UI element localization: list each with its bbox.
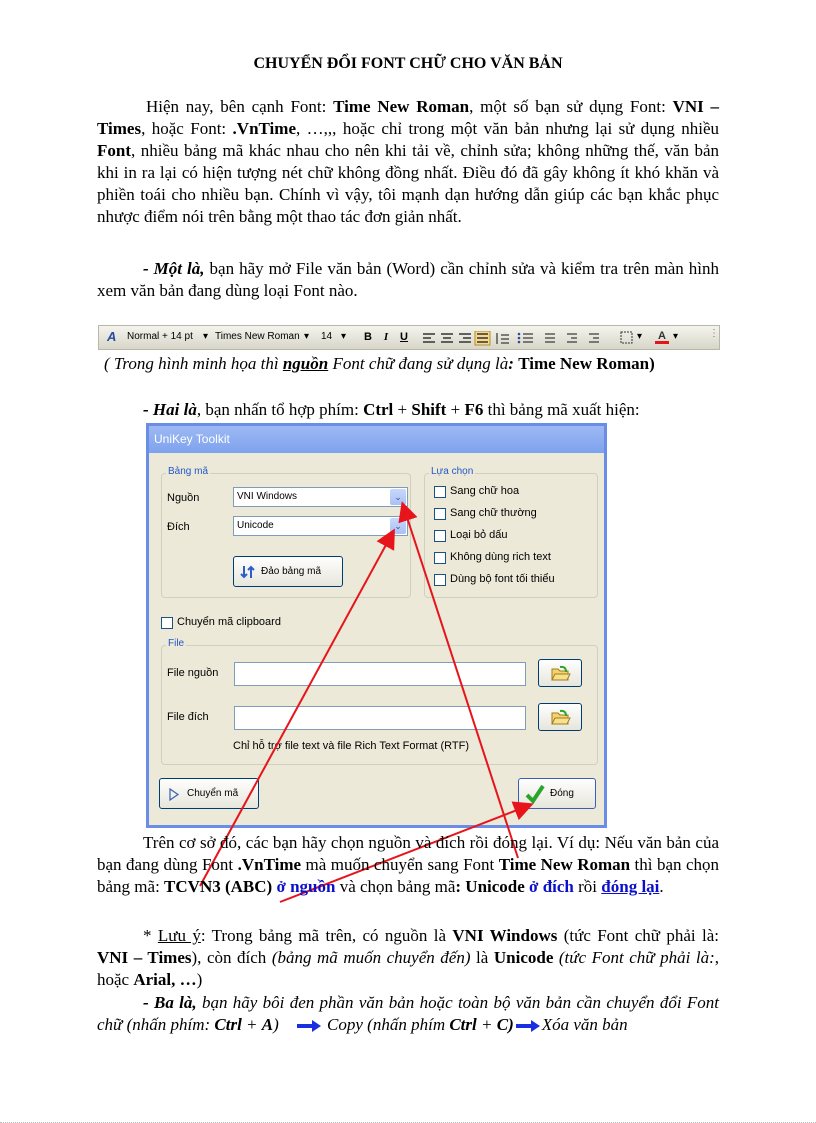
style-dropdown-arrow-icon[interactable]: ▾ — [203, 331, 209, 342]
example-text: Trên cơ sở đó, các bạn hãy chọn nguồn và đích rồi đóng lại. Ví dụ: Nếu văn bản của bạn đang dùng Font — [97, 833, 719, 874]
note-text: là — [470, 948, 494, 967]
option-label: Sang chữ thường — [450, 507, 537, 519]
note-text: , hoặc — [97, 948, 719, 989]
file-group-label: File — [168, 638, 185, 649]
font-size-arrow-icon[interactable]: ▾ — [341, 331, 347, 342]
style-dropdown[interactable]: Normal + 14 pt — [127, 331, 193, 342]
example-close-again: đóng lại — [601, 877, 660, 896]
options-group-label: Lựa chọn — [431, 466, 474, 477]
note-vni-times: VNI – Times — [97, 948, 192, 967]
source-encoding-value: VNI Windows — [237, 491, 298, 502]
step-three-lead: - Ba là, — [143, 993, 197, 1012]
italic-button[interactable]: I — [383, 331, 389, 343]
toolbar-options-icon[interactable]: ⋮ — [709, 328, 719, 339]
note-text: : Trong bảng mã trên, có nguồn là — [200, 926, 453, 945]
border-arrow-icon[interactable]: ▾ — [637, 331, 643, 342]
step-three-text: ) — [273, 1015, 279, 1034]
note-star: * — [143, 926, 158, 945]
source-label: Nguồn — [167, 492, 200, 504]
clipboard-label: Chuyển mã clipboard — [177, 616, 281, 628]
caption-source-word: nguồn — [282, 354, 329, 373]
step-two-lead: - Hai là — [143, 400, 197, 419]
example-font-tnr: Time New Roman — [498, 855, 631, 874]
step-two-text: thì bảng mã xuất hiện: — [483, 400, 640, 419]
font-color-arrow-icon[interactable]: ▾ — [673, 331, 679, 342]
styles-pane-icon[interactable]: A — [107, 329, 117, 344]
file-source-label: File nguồn — [167, 667, 219, 679]
intro-font-3: .VnTime — [232, 119, 296, 138]
key-shift: Shift — [411, 400, 447, 419]
arrow-to-source-select — [403, 505, 518, 858]
key-c: C — [496, 1015, 509, 1034]
option-label: Không dùng rich text — [450, 551, 551, 563]
example-text: thì bạn chọn bảng mã: — [97, 855, 719, 896]
intro-text: , hoặc Font: — [141, 119, 233, 138]
dest-encoding-value: Unicode — [237, 520, 274, 531]
key-ctrl: Ctrl — [363, 400, 394, 419]
step-three-text: + — [476, 1015, 497, 1034]
step-two-text: , bạn nhấn tổ hợp phím: — [196, 400, 364, 419]
example-text: và chọn bảng mã — [335, 877, 456, 896]
close-label: Đóng — [550, 788, 574, 799]
note-unicode: Unicode — [493, 948, 554, 967]
swap-encoding-label: Đảo bảng mã — [261, 566, 322, 577]
example-tcvn3: TCVN3 (ABC) — [164, 877, 273, 896]
example-text: . — [659, 877, 664, 896]
key-a: A — [261, 1015, 274, 1034]
option-label: Sang chữ hoa — [450, 485, 520, 497]
example-at-dest: ở đích — [524, 877, 574, 896]
page-title: CHUYỂN ĐỔI FONT CHỮ CHO VĂN BẢN — [253, 55, 563, 72]
convert-label: Chuyển mã — [187, 788, 239, 799]
step-three-paragraph — [97, 992, 719, 1036]
caption-text: Font chữ đang sử dụng là — [328, 354, 509, 373]
step-three-text: ) — [508, 1015, 514, 1034]
intro-font-4: Font — [97, 141, 131, 160]
caption-close-paren: ) — [649, 354, 655, 373]
example-paragraph — [97, 832, 719, 898]
note-text: ), còn đích — [191, 948, 272, 967]
example-text: mà muốn chuyển sang Font — [301, 855, 499, 874]
note-arial: Arial, … — [133, 970, 197, 989]
intro-text: Hiện nay, bên cạnh Font: — [146, 97, 334, 116]
caption-text: ( Trong hình minh họa thì — [104, 354, 283, 373]
bold-button[interactable]: B — [364, 331, 372, 343]
note-text: (tức Font chữ phải là: — [557, 926, 720, 945]
right-arrow-icon — [297, 1020, 321, 1032]
note-label: Lưu ý — [157, 926, 201, 945]
underline-button[interactable]: U — [400, 331, 408, 343]
example-at-source: ở nguồn — [272, 877, 336, 896]
key-f6: F6 — [464, 400, 484, 419]
note-paragraph — [97, 925, 719, 991]
intro-text: , một số bạn sử dụng Font: — [469, 97, 673, 116]
file-support-note: Chỉ hỗ trợ file text và file Rich Text Format (RTF) — [233, 740, 470, 752]
intro-font-2: VNI – Times — [97, 97, 720, 138]
example-unicode: : Unicode — [455, 877, 525, 896]
key-ctrl: Ctrl — [449, 1015, 477, 1034]
step-two-text: + — [393, 400, 412, 419]
note-vni-windows: VNI Windows — [452, 926, 558, 945]
dest-label: Đích — [167, 521, 190, 533]
encoding-group-label: Bảng mã — [168, 466, 209, 477]
font-dropdown-arrow-icon[interactable]: ▾ — [304, 331, 310, 342]
intro-text: , nhiều bảng mã khác nhau cho nên khi tải về, chỉnh sửa; không những thế, văn bản khi in ra lại có hiện tượng nét chữ không đồng nhất. Điều đó đã gây không ít khó khăn và phiền toái cho nhiều bạn. Chính vì vậy, tôi mạnh dạn hướng dẫn giúp các bạn khắc phục nhược điểm nói trên bằng một thao tác đơn giản nhất. — [97, 141, 719, 226]
key-ctrl: Ctrl — [214, 1015, 242, 1034]
intro-text: , …,,, hoặc chỉ trong một văn bản nhưng lại sử dụng nhiều — [296, 119, 719, 138]
example-font-vntime: .VnTime — [237, 855, 302, 874]
step-one-lead: - Một là, — [143, 259, 205, 278]
step-two-text: + — [446, 400, 465, 419]
font-size-dropdown[interactable]: 14 — [321, 331, 333, 342]
font-color-button[interactable]: A — [655, 330, 669, 344]
note-text: ) — [196, 970, 203, 989]
option-label: Loại bỏ dấu — [450, 529, 508, 541]
note-dest-desc: (bảng mã muốn chuyển đến) — [271, 948, 471, 967]
step-three-text: + — [241, 1015, 262, 1034]
caption-colon: : — [508, 354, 519, 373]
example-text: rồi — [573, 877, 602, 896]
right-arrow-icon — [516, 1020, 540, 1032]
step-three-text: Copy (nhấn phím — [327, 1015, 450, 1034]
dialog-title: UniKey Toolkit — [149, 426, 604, 453]
font-dropdown[interactable]: Times New Roman — [215, 331, 300, 342]
intro-font-1: Time New Roman — [333, 97, 470, 116]
caption-font-name: Time New Roman — [518, 354, 650, 373]
step-three-text: Xóa văn bản — [541, 1015, 628, 1034]
file-dest-label: File đích — [167, 711, 209, 723]
note-unicode-desc: (tức Font chữ phải là: — [553, 948, 715, 967]
step-one-text: bạn hãy mở File văn bản (Word) cần chỉnh sửa và kiểm tra trên màn hình xem văn bản đang dùng loại Font nào. — [97, 259, 719, 300]
step-three-text: bạn hãy bôi đen phần văn bản hoặc toàn bộ văn bản cần chuyển đổi Font chữ (nhấn phím: — [97, 993, 719, 1034]
dropdown-arrow-icon[interactable]: ⌄ — [390, 518, 406, 534]
dropdown-arrow-icon[interactable]: ⌄ — [390, 489, 406, 505]
option-label: Dùng bộ font tối thiểu — [450, 573, 555, 585]
